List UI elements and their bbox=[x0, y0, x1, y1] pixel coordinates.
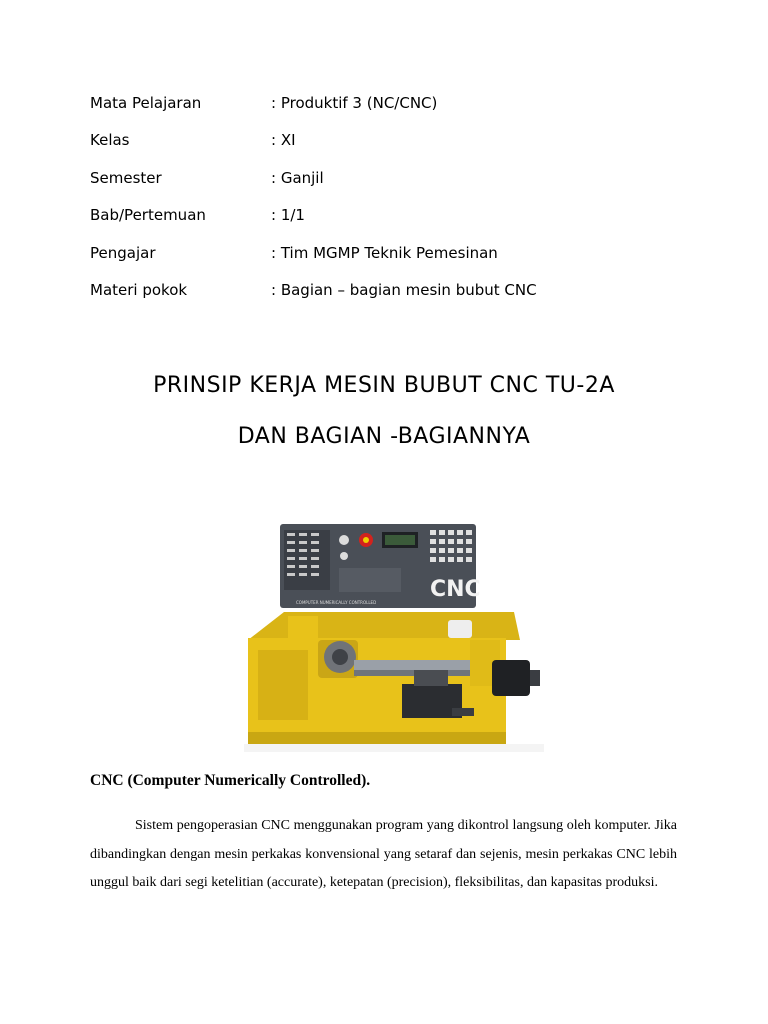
meta-row-semester bbox=[90, 169, 690, 206]
meta-value: : 1/1 bbox=[271, 206, 305, 225]
meta-label: Kelas bbox=[90, 131, 130, 150]
meta-value: : Bagian – bagian mesin bubut CNC bbox=[271, 280, 537, 299]
document-meta-table bbox=[90, 94, 690, 318]
section-paragraph: Sistem pengoperasian CNC menggunakan program yang dikontrol langsung oleh komputer. Jika dibandingkan dengan mesin perkakas konvensional yang setaraf dan sejenis, mesin perkakas CNC lebih unggul baik dari segi ketelitian (accurate), ketepatan (precision), fleksibilitas, dan kapasitas produksi. bbox=[90, 818, 677, 890]
meta-value: : XI bbox=[271, 131, 296, 150]
meta-row-class bbox=[90, 131, 690, 168]
meta-label: Pengajar bbox=[90, 243, 156, 262]
motor-icon bbox=[492, 660, 530, 696]
meta-value: : Tim MGMP Teknik Pemesinan bbox=[271, 243, 498, 262]
meta-label: Mata Pelajaran bbox=[90, 94, 202, 112]
cnc-lathe-photo bbox=[244, 520, 544, 752]
meta-label: Bab/Pertemuan bbox=[90, 206, 206, 225]
meta-row-teacher bbox=[90, 244, 690, 281]
meta-value: : Ganjil bbox=[271, 168, 324, 187]
meta-label: Semester bbox=[90, 168, 162, 187]
meta-row-topic bbox=[90, 281, 690, 318]
meta-label: Materi pokok bbox=[90, 280, 188, 299]
meta-row-subject bbox=[90, 94, 690, 131]
meta-row-chapter bbox=[90, 206, 690, 243]
meta-value: : Produktif 3 (NC/CNC) bbox=[271, 94, 438, 112]
document-title-line-2: DAN BAGIAN -BAGIANNYA bbox=[237, 424, 531, 449]
document-title-line-1: PRINSIP KERJA MESIN BUBUT CNC TU-2A bbox=[153, 373, 615, 398]
section-heading: CNC (Computer Numerically Controlled). bbox=[90, 772, 371, 789]
panel-logo: CNC bbox=[430, 577, 481, 602]
panel-caption: COMPUTER NUMERICALLY CONTROLLED bbox=[296, 600, 377, 605]
